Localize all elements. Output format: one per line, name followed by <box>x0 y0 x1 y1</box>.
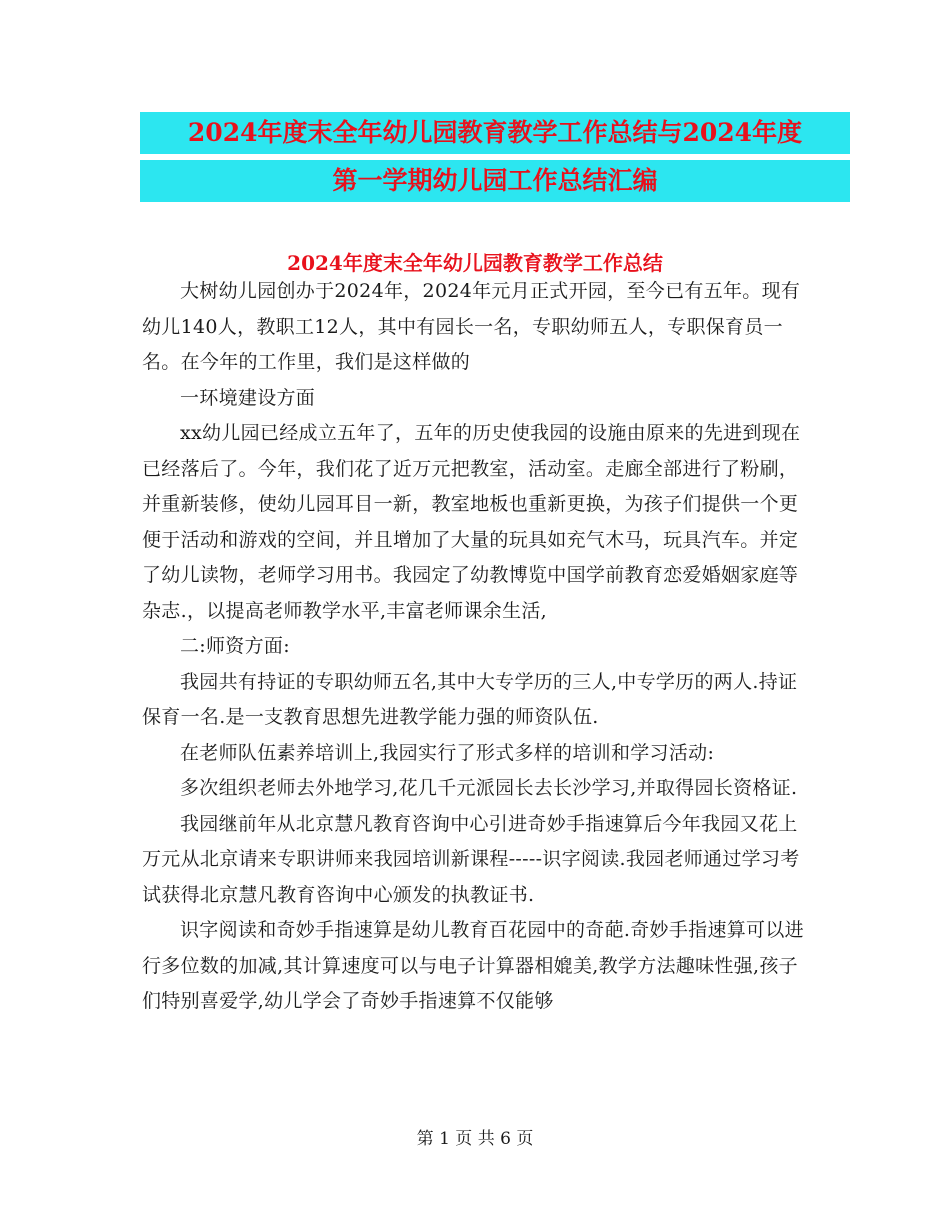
paragraph-training: 在老师队伍素养培训上,我园实行了形式多样的培训和学习活动: <box>180 741 715 764</box>
paragraph-environment: xx幼儿园已经成立五年了，五年的历史使我园的设施由原来的先进到现在已经落后了。今年，我们花了近万元把教室，活动室。走廊全部进行了粉刷，并重新装修，使幼儿园耳目一新，教室地板也重新更换，为孩子们提供一个更便于活动和游戏的空间，并且增加了大量的玩具如充气木马，玩具汽车。并定了幼儿读物，老师学习用书。我园定了幼教博览中国学前教育恋爱婚姻家庭等杂志.，以提高老师教学水平,丰富老师课余生活, <box>142 422 801 622</box>
paragraph-heading-environment: 一环境建设方面 <box>180 386 316 409</box>
paragraph-new-courses: 我园继前年从北京慧凡教育咨询中心引进奇妙手指速算后今年我园又花上万元从北京请来专职讲师来我园培训新课程-----识字阅读.我园老师通过学习考试获得北京慧凡教育咨询中心颁发的执教证书. <box>142 812 800 906</box>
page-footer: 第 1 页 共 6 页 <box>416 1129 534 1149</box>
document-title-line-2: 第一学期幼儿园工作总结汇编 <box>332 166 658 195</box>
paragraph-study-trips: 多次组织老师去外地学习,花几千元派园长去长沙学习,并取得园长资格证. <box>180 777 798 799</box>
section-title: 2024年度末全年幼儿园教育教学工作总结 <box>287 251 663 275</box>
paragraph-intro: 大树幼儿园创办于2024年，2024年元月正式开园，至今已有五年。现有幼儿140人，教职工12人，其中有园长一名，专职幼师五人，专职保育员一名。在今年的工作里，我们是这样做的 <box>142 280 801 373</box>
paragraph-heading-teachers: 二:师资方面: <box>180 635 290 657</box>
document-title <box>140 112 850 208</box>
paragraph-teachers: 我园共有持证的专职幼师五名,其中大专学历的三人,中专学历的两人.持证保育一名.是一支教育思想先进教学能力强的师资队伍. <box>142 670 798 728</box>
document-title-line-1: 2024年度末全年幼儿园教育教学工作总结与2024年度 <box>187 118 803 147</box>
document-body <box>142 274 812 1020</box>
paragraph-reading-arithmetic: 识字阅读和奇妙手指速算是幼儿教育百花园中的奇葩.奇妙手指速算可以进行多位数的加减,其计算速度可以与电子计算器相媲美,教学方法趣味性强,孩子们特别喜爱学,幼儿学会了奇妙手指速算不仅能够 <box>142 919 804 1012</box>
